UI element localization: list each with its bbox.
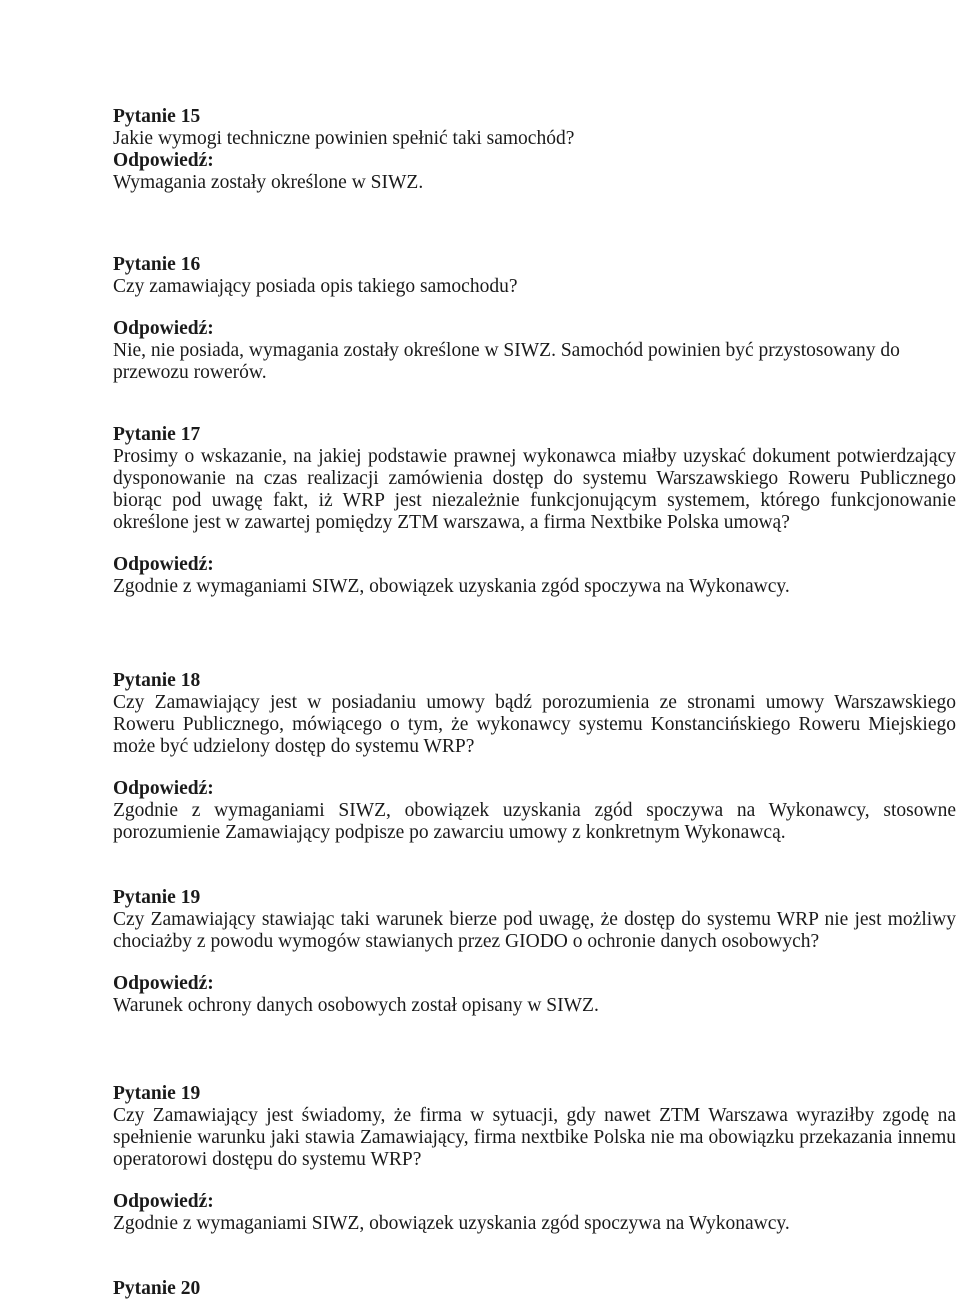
answer-heading: Odpowiedź:	[113, 1191, 214, 1212]
answer-text: Zgodnie z wymaganiami SIWZ, obowiązek uzyskania zgód spoczywa na Wykonawcy.	[113, 576, 790, 597]
answer-text: Warunek ochrony danych osobowych został opisany w SIWZ.	[113, 995, 599, 1016]
question-heading: Pytanie 18	[113, 670, 201, 691]
qa-block-19b	[113, 1083, 956, 1235]
qa-block-17	[113, 424, 956, 598]
question-text: Czy Zamawiający stawiając taki warunek bierze pod uwagę, że dostęp do systemu WRP nie jest możliwy chociażby z powodu wymogów stawianych przez GIODO o ochronie danych osobowych?	[113, 909, 956, 952]
answer-text: Nie, nie posiada, wymagania zostały określone w SIWZ. Samochód powinien być przystosowany do przewozu rowerów.	[113, 340, 900, 383]
question-heading: Pytanie 19	[113, 1083, 201, 1104]
question-text: Prosimy o wskazanie, na jakiej podstawie prawnej wykonawca miałby uzyskać dokument potwierdzający dysponowanie na czas realizacji zamówienia dostęp do systemu Warszawskiego Roweru Publicznego biorąc pod uwagę fakt, iż WRP jest niezależnie funkcjonującym systemem, którego funkcjonowanie określone jest w zawartej pomiędzy ZTM warszawa, a firma Nextbike Polska umową?	[113, 446, 956, 533]
qa-block-20	[113, 1278, 956, 1300]
qa-block-15	[113, 106, 956, 194]
question-text: Czy Zamawiający jest świadomy, że firma w sytuacji, gdy nawet ZTM Warszawa wyraziłby zgodę na spełnienie warunku jaki stawia Zamawiający, firma nextbike Polska nie ma obowiązku przekazania innemu operatorowi dostępu do systemu WRP?	[113, 1105, 956, 1170]
question-heading: Pytanie 15	[113, 106, 201, 127]
question-heading: Pytanie 17	[113, 424, 201, 445]
answer-heading: Odpowiedź:	[113, 778, 214, 799]
answer-text: Zgodnie z wymaganiami SIWZ, obowiązek uzyskania zgód spoczywa na Wykonawcy.	[113, 1213, 790, 1234]
question-heading: Pytanie 16	[113, 254, 201, 275]
qa-block-18	[113, 670, 956, 844]
question-heading: Pytanie 19	[113, 887, 201, 908]
answer-text: Wymagania zostały określone w SIWZ.	[113, 172, 424, 193]
answer-heading: Odpowiedź:	[113, 973, 214, 994]
question-heading: Pytanie 20	[113, 1278, 201, 1299]
qa-block-16	[113, 254, 956, 384]
question-text: Czy zamawiający posiada opis takiego samochodu?	[113, 276, 518, 297]
answer-heading: Odpowiedź:	[113, 318, 214, 339]
question-text: Czy Zamawiający jest w posiadaniu umowy bądź porozumienia ze stronami umowy Warszawskiego Roweru Publicznego, mówiącego o tym, że wykonawcy systemu Konstancińskiego Roweru Miejskiego może być udzielony dostęp do systemu WRP?	[113, 692, 956, 757]
question-text: Jakie wymogi techniczne powinien spełnić taki samochód?	[113, 128, 575, 149]
qa-block-19a	[113, 887, 956, 1017]
answer-heading: Odpowiedź:	[113, 554, 214, 575]
answer-heading: Odpowiedź:	[113, 150, 214, 171]
answer-text: Zgodnie z wymaganiami SIWZ, obowiązek uzyskania zgód spoczywa na Wykonawcy, stosowne porozumienie Zamawiający podpisze po zawarciu umowy z konkretnym Wykonawcą.	[113, 800, 956, 843]
